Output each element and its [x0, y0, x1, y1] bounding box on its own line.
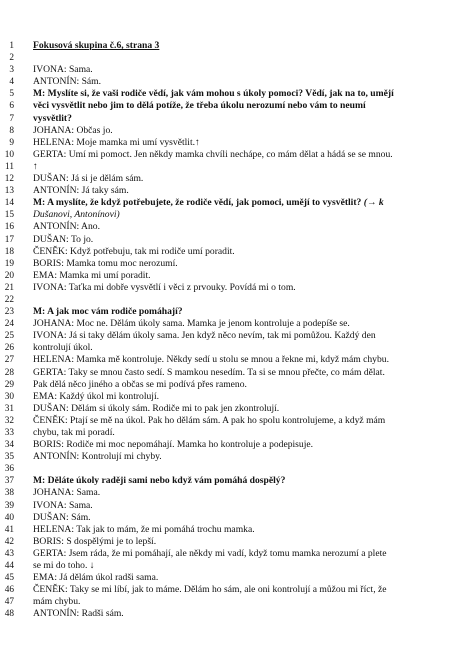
- transcript-line: [0, 161, 466, 173]
- transcript-line: [0, 100, 466, 112]
- transcript-line: [0, 584, 466, 596]
- transcript-line: [0, 52, 466, 64]
- line-number: 14: [4, 198, 14, 209]
- text-segment: ↑: [33, 160, 38, 172]
- transcript-line: [0, 463, 466, 475]
- text-segment: Pak dělá něco jiného a občas se mi podívá přes rameno.: [33, 378, 247, 390]
- transcript-line: [0, 379, 466, 391]
- line-number: 33: [4, 428, 14, 438]
- transcript-line: [0, 258, 466, 270]
- transcript-line: [0, 125, 466, 137]
- line-text: [33, 330, 376, 342]
- line-text: [33, 367, 385, 379]
- text-segment: GERTA: Jsem ráda, že mi pomáhají, ale někdy mi vadí, když tomu mamka nerozumí a plete: [33, 547, 387, 559]
- text-segment: BORIS: Mamka tomu moc nerozumí.: [33, 257, 178, 269]
- transcript-line: [0, 294, 466, 306]
- line-text: [33, 76, 101, 88]
- line-number: 5: [9, 89, 14, 100]
- line-number: 27: [4, 355, 14, 366]
- transcript-line: [0, 113, 466, 125]
- line-number: 34: [4, 440, 14, 451]
- line-text: [33, 415, 385, 427]
- transcript-line: [0, 451, 466, 463]
- text-segment: M: Děláte úkoly raději sami nebo když vám pomáhá dospělý?: [33, 475, 286, 487]
- transcript-line: [0, 173, 466, 185]
- line-number: 40: [4, 512, 14, 523]
- line-number: 20: [4, 270, 14, 281]
- line-number: 42: [4, 536, 14, 547]
- line-number: 24: [4, 319, 14, 330]
- text-segment: ANTONÍN: Já taky sám.: [33, 185, 129, 197]
- line-number: 18: [4, 246, 14, 257]
- line-text: [33, 596, 80, 608]
- text-segment: DUŠAN: Sám.: [33, 511, 91, 523]
- transcript-line: [0, 76, 466, 88]
- transcript-line: [0, 560, 466, 572]
- line-number: 1: [9, 41, 14, 51]
- line-text: [33, 451, 162, 463]
- transcript-line: [0, 608, 466, 620]
- transcript-line: [0, 318, 466, 330]
- transcript-line: [0, 572, 466, 584]
- line-number: 23: [4, 307, 14, 318]
- line-number: 26: [4, 343, 14, 354]
- line-number: 22: [4, 294, 14, 305]
- transcript-line: [0, 391, 466, 403]
- line-text: [33, 572, 158, 584]
- line-text: [33, 524, 255, 536]
- line-number: 8: [9, 125, 14, 136]
- line-text: [33, 560, 95, 572]
- line-number: 21: [4, 282, 14, 293]
- line-text: [33, 161, 38, 173]
- line-text: [33, 270, 151, 282]
- transcript-line: [0, 415, 466, 427]
- line-text: [33, 536, 156, 548]
- line-number: 2: [9, 53, 14, 64]
- line-number: 19: [4, 258, 14, 269]
- text-segment: ČENĚK: Taky se mi líbí, jak to máme. Dělám ho sám, ale oni kontrolují a můžou mi říct, že: [33, 584, 387, 596]
- line-number: 39: [4, 500, 14, 511]
- transcript-line: [0, 234, 466, 246]
- transcript-document: [0, 40, 466, 621]
- text-segment: HELENA: Mamka mě kontroluje. Někdy sedí u stolu se mnou a řekne mi, když mám chybu.: [33, 354, 389, 366]
- transcript-line: [0, 487, 466, 499]
- text-segment: GERTA: Taky se mnou často sedí. S mamkou nesedím. Ta si se mnou přečte, co mám dělat.: [33, 366, 385, 378]
- text-segment: EMA: Mamka mi umí poradit.: [33, 269, 151, 281]
- text-segment: ČENĚK: Když potřebuju, tak mi rodiče umí poradit.: [33, 245, 235, 257]
- line-number: 15: [4, 210, 14, 221]
- text-segment: ANTONÍN: Radši sám.: [33, 608, 124, 620]
- text-segment: ANTONÍN: Kontrolují mi chyby.: [33, 451, 162, 463]
- line-text: [33, 608, 124, 620]
- line-text: [33, 209, 120, 221]
- transcript-line: [0, 439, 466, 451]
- transcript-line: [0, 149, 466, 161]
- line-number: 48: [4, 609, 14, 620]
- transcript-line: [0, 500, 466, 512]
- transcript-line: [0, 512, 466, 524]
- line-text: [33, 197, 384, 209]
- text-segment: věci vysvětlit nebo jim to dělá potíže, že třeba úkolu nerozumí nebo vám to neumí: [33, 100, 366, 112]
- line-number: 12: [4, 174, 14, 185]
- text-segment: HELENA: Moje mamka mi umí vysvětlit.↑: [33, 136, 200, 148]
- text-segment: JOHANA: Moc ne. Dělám úkoly sama. Mamka je jenom kontroluje a podepíše se.: [33, 318, 350, 330]
- line-text: [33, 234, 93, 246]
- line-number: 3: [9, 65, 14, 76]
- line-number: 25: [4, 331, 14, 342]
- line-text: [33, 318, 350, 330]
- text-segment: ANTONÍN: Ano.: [33, 221, 100, 233]
- transcript-line: [0, 306, 466, 318]
- transcript-line: [0, 88, 466, 100]
- transcript-line: [0, 209, 466, 221]
- transcript-line: [0, 342, 466, 354]
- transcript-line: [0, 270, 466, 282]
- text-segment: ČENĚK: Ptají se mě na úkol. Pak ho dělám sám. A pak ho spolu kontrolujeme, a když mám: [33, 414, 386, 426]
- line-text: [33, 306, 183, 318]
- line-number: 44: [4, 561, 14, 572]
- line-number: 10: [4, 149, 14, 160]
- text-segment: EMA: Já dělám úkol radši sama.: [33, 572, 159, 584]
- text-segment: DUŠAN: Dělám si úkoly sám. Rodiče mi to pak jen zkontrolují.: [33, 402, 280, 414]
- line-text: [33, 282, 296, 294]
- line-number: 29: [4, 379, 14, 390]
- line-number: 47: [4, 597, 14, 608]
- transcript-line: [0, 427, 466, 439]
- line-text: [33, 40, 159, 52]
- line-number: 35: [4, 452, 14, 463]
- text-segment: HELENA: Tak jak to mám, že mi pomáhá trochu mamka.: [33, 523, 255, 535]
- text-segment: BORIS: S dospělými je to lepší.: [33, 535, 157, 547]
- text-segment: M: A myslíte, že když potřebujete, že rodiče vědí, jak pomoci, umějí to vysvětlit?: [33, 197, 364, 209]
- text-segment: Fokusová skupina č.6, strana 3: [33, 40, 160, 51]
- line-text: [33, 246, 235, 258]
- text-segment: IVONA: Já si taky dělám úkoly sama. Jen když něco nevím, tak mi pomůžou. Každý den: [33, 330, 376, 342]
- text-segment: IVONA: Sama.: [33, 499, 93, 511]
- line-number: 13: [4, 186, 14, 197]
- line-text: [33, 379, 247, 391]
- line-number: 9: [9, 137, 14, 148]
- text-segment: vysvětlit?: [33, 112, 72, 124]
- line-text: [33, 584, 387, 596]
- line-number: 7: [9, 113, 14, 124]
- line-text: [33, 149, 393, 161]
- line-number: 4: [9, 77, 14, 88]
- text-segment: JOHANA: Občas jo.: [33, 124, 113, 136]
- transcript-line: [0, 137, 466, 149]
- text-segment: BORIS: Rodiče mi moc nepomáhají. Mamka ho kontroluje a podepisuje.: [33, 439, 314, 451]
- text-segment: M: A jak moc vám rodiče pomáhají?: [33, 306, 183, 318]
- text-segment: GERTA: Umí mi pomoct. Jen někdy mamka chvíli nechápe, co mám dělat a hádá se se mnou.: [33, 148, 393, 160]
- line-text: [33, 88, 394, 100]
- line-text: [33, 548, 387, 560]
- transcript-line: [0, 354, 466, 366]
- transcript-line: [0, 40, 466, 52]
- line-number: 41: [4, 524, 14, 535]
- text-segment: DUŠAN: To jo.: [33, 233, 94, 245]
- text-segment: M: Myslíte si, že vaši rodiče vědí, jak vám mohou s úkoly pomoci? Vědí, jak na to, umějí: [33, 88, 394, 100]
- transcript-line: [0, 596, 466, 608]
- text-segment: IVONA: Sama.: [33, 64, 93, 76]
- text-segment: EMA: Každý úkol mi kontrolují.: [33, 390, 160, 402]
- line-text: [33, 403, 279, 415]
- text-segment: DUŠAN: Já si je dělám sám.: [33, 173, 144, 185]
- line-text: [33, 475, 285, 487]
- line-text: [33, 137, 200, 149]
- line-number: 6: [9, 101, 14, 112]
- line-text: [33, 354, 389, 366]
- line-text: [33, 64, 93, 76]
- line-number: 11: [5, 161, 14, 172]
- transcript-line: [0, 282, 466, 294]
- transcript-line: [0, 475, 466, 487]
- line-text: [33, 113, 72, 125]
- line-number: 46: [4, 585, 14, 596]
- line-text: [33, 125, 113, 137]
- transcript-line: [0, 330, 466, 342]
- text-segment: chybu, tak mi poradí.: [33, 427, 115, 438]
- line-text: [33, 427, 115, 439]
- transcript-line: [0, 524, 466, 536]
- line-text: [33, 185, 129, 197]
- line-text: [33, 439, 313, 451]
- text-segment: kontrolují úkol.: [33, 342, 93, 354]
- transcript-line: [0, 367, 466, 379]
- line-text: [33, 221, 100, 233]
- line-number: 28: [4, 367, 14, 378]
- text-segment: ANTONÍN: Sám.: [33, 76, 102, 88]
- text-segment: (→ k: [363, 197, 384, 209]
- text-segment: mám chybu.: [33, 596, 81, 608]
- line-number: 37: [4, 476, 14, 487]
- transcript-line: [0, 64, 466, 76]
- line-text: [33, 100, 366, 112]
- text-segment: JOHANA: Sama.: [33, 487, 101, 499]
- line-number: 30: [4, 391, 14, 402]
- line-text: [33, 342, 93, 354]
- line-number: 36: [4, 464, 14, 475]
- text-segment: IVONA: Taťka mi dobře vysvětlí i věci z prvouky. Povídá mi o tom.: [33, 281, 296, 293]
- line-text: [33, 258, 178, 270]
- transcript-line: [0, 246, 466, 258]
- transcript-line: [0, 185, 466, 197]
- transcript-line: [0, 548, 466, 560]
- line-text: [33, 500, 93, 512]
- line-number: 17: [4, 234, 14, 245]
- transcript-line: [0, 536, 466, 548]
- line-text: [33, 391, 159, 403]
- transcript-line: [0, 221, 466, 233]
- line-text: [33, 512, 91, 524]
- line-number: 43: [4, 548, 14, 559]
- line-text: [33, 173, 143, 185]
- text-segment: se mi do toho. ↓: [33, 560, 95, 572]
- transcript-line: [0, 197, 466, 209]
- line-number: 38: [4, 488, 14, 499]
- transcript-line: [0, 403, 466, 415]
- line-number: 45: [4, 573, 14, 584]
- line-number: 32: [4, 415, 14, 426]
- text-segment: Dušanovi, Antonínovi): [33, 209, 120, 221]
- line-text: [33, 487, 100, 499]
- line-number: 16: [4, 222, 14, 233]
- line-number: 31: [4, 403, 14, 414]
